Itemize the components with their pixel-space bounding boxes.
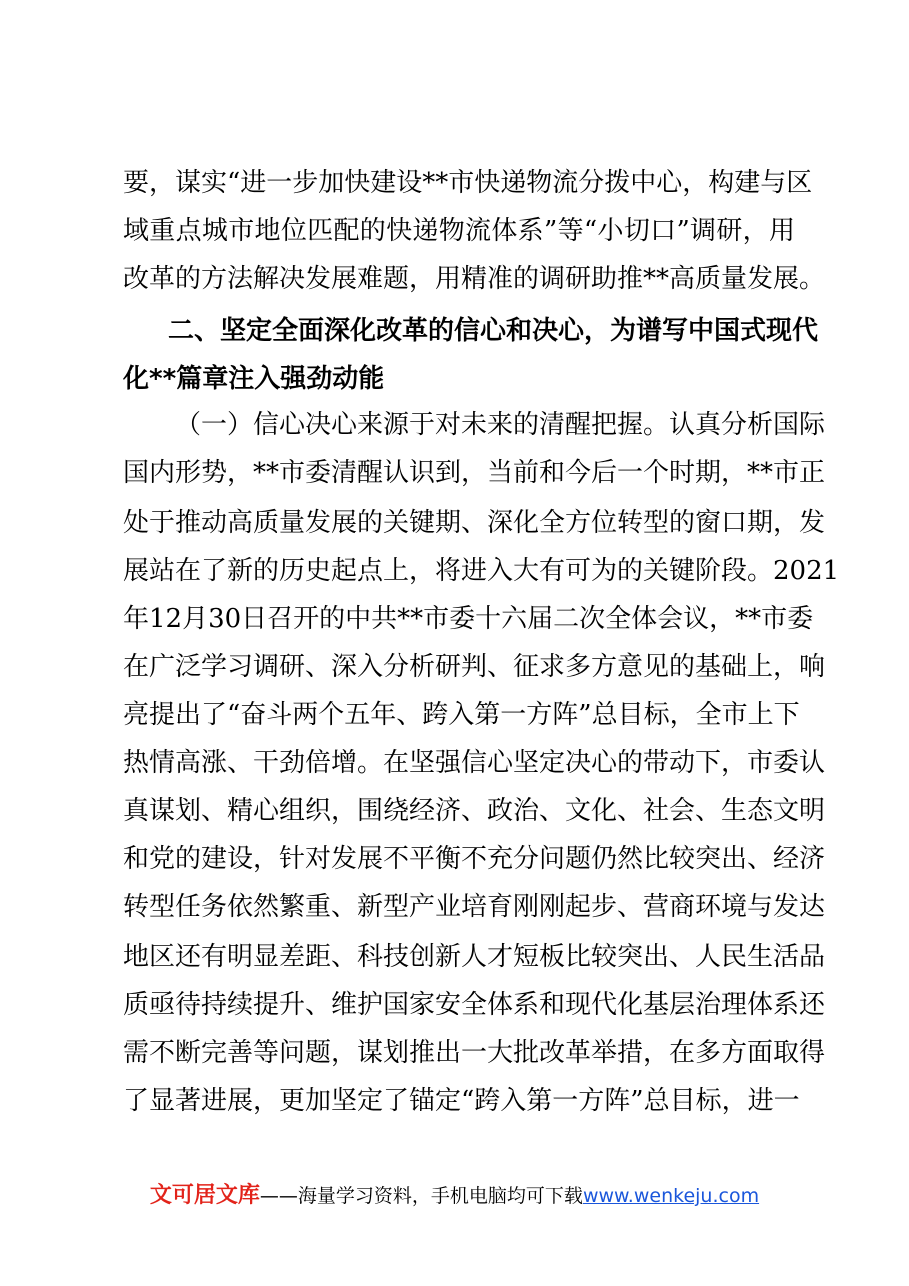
body-line: 域重点城市地位匹配的快递物流体系”等“小切口”调研，用	[123, 216, 795, 246]
footer-description: ——海量学习资料，手机电脑均可下载	[259, 1185, 583, 1207]
body-line: 热情高涨、干劲倍增。在坚强信心坚定决心的带动下，市委认	[123, 748, 826, 778]
body-line: 亮提出了“奋斗两个五年、跨入第一方阵”总目标，全市上下	[123, 700, 800, 730]
body-line: 要，谋实“进一步加快建设**市快递物流分拨中心，构建与区	[123, 168, 813, 198]
section-heading-line: 化**篇章注入强劲动能	[123, 364, 385, 394]
body-line: 质亟待持续提升、维护国家安全体系和现代化基层治理体系还	[123, 990, 826, 1020]
body-line: 和党的建设，针对发展不平衡不充分问题仍然比较突出、经济	[123, 844, 826, 874]
body-line: 在广泛学习调研、深入分析研判、征求多方意见的基础上，响	[123, 652, 826, 682]
body-line: 地区还有明显差距、科技创新人才短板比较突出、人民生活品	[123, 942, 826, 972]
body-line: 改革的方法解决发展难题，用精准的调研助推**高质量发展。	[123, 264, 826, 294]
body-line: 年12月30日召开的中共**市委十六届二次全体会议，**市委	[123, 604, 814, 634]
body-line: 了显著进展，更加坚定了锚定“跨入第一方阵”总目标，进一	[123, 1086, 800, 1116]
body-line: 展站在了新的历史起点上，将进入大有可为的关键阶段。2021	[123, 556, 840, 586]
body-line: （一）信心决心来源于对未来的清醒把握。认真分析国际	[175, 410, 826, 440]
body-line: 真谋划、精心组织，围绕经济、政治、文化、社会、生态文明	[123, 796, 826, 826]
footer-brand: 文可居文库	[149, 1183, 260, 1208]
body-line: 转型任务依然繁重、新型产业培育刚刚起步、营商环境与发达	[123, 892, 826, 922]
body-line: 处于推动高质量发展的关键期、深化全方位转型的窗口期，发	[123, 508, 826, 538]
body-line: 需不断完善等问题，谋划推出一大批改革举措，在多方面取得	[123, 1038, 826, 1068]
section-heading-line: 二、坚定全面深化改革的信心和决心，为谱写中国式现代	[168, 316, 819, 346]
body-line: 国内形势，**市委清醒认识到，当前和今后一个时期，**市正	[123, 458, 826, 488]
footer-banner	[0, 1176, 909, 1216]
footer-website-link[interactable]: www.wenkeju.com	[582, 1185, 760, 1207]
